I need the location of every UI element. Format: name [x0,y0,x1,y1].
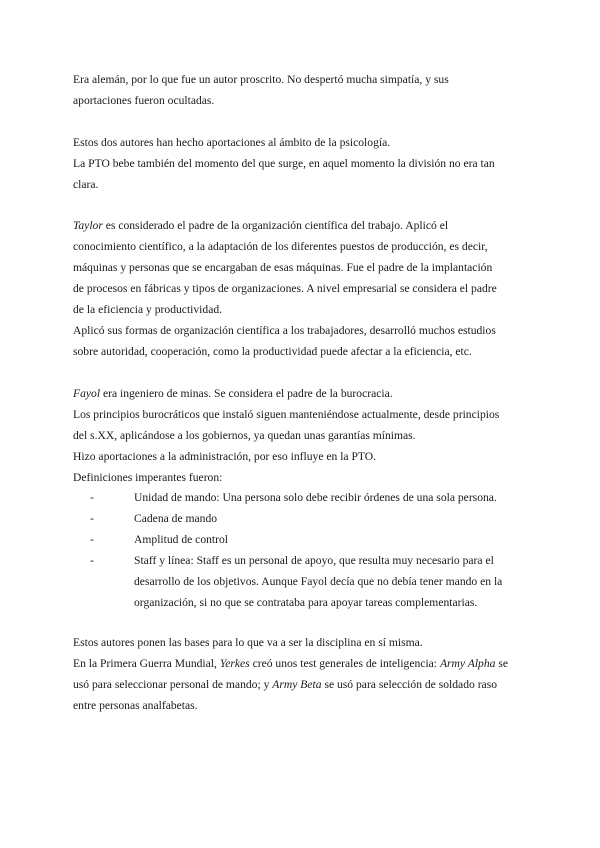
text-line: Los principios burocráticos que instaló siguen manteniéndose actualmente, desde principios [73,408,500,421]
text-line: máquinas y personas que se encargaban de esas máquinas. Fue el padre de la implantación [73,261,493,274]
author-name-fayol: Fayol [73,387,101,400]
text-line: Estos autores ponen las bases para lo que va a ser la disciplina en sí misma. [73,636,423,649]
text-line: Era alemán, por lo que fue un autor proscrito. No despertó mucha simpatía, y sus [73,73,449,86]
paragraph-discipline-bases [73,632,533,716]
text-line: entre personas analfabetas. [73,699,198,712]
text-line: clara. [73,178,99,191]
test-name-army-beta: Army Beta [272,678,322,691]
dash-marker: - [90,491,94,504]
fayol-intro: era ingeniero de minas. Se considera el padre de la burocracia. [100,387,393,400]
text-line: de procesos en fábricas y tipos de organizaciones. A nivel empresarial se considera el padre [73,282,497,295]
definitions-list [73,487,533,613]
test-name-army-alpha: Army Alpha [439,657,496,670]
paragraph-taylor [73,215,533,362]
list-item [73,487,533,508]
author-name-taylor: Taylor [73,219,103,232]
text-line: Hizo aportaciones a la administración, por eso influye en la PTO. [73,450,377,463]
text-fragment: se [495,657,508,670]
text-line: Aplicó sus formas de organización científica a los trabajadores, desarrolló muchos estudios [73,324,496,337]
dash-marker: - [90,512,94,525]
text-line: conocimiento científico, a la adaptación de los diferentes puestos de producción, es decir, [73,240,488,253]
dash-marker: - [90,533,94,546]
paragraph-proscribed-author [73,69,533,111]
author-name-yerkes: Yerkes [219,657,250,670]
text-line: Definiciones imperantes fueron: [73,471,223,484]
text-line [73,383,533,404]
text-line: sobre autoridad, cooperación, como la productividad puede afectar a la eficiencia, etc. [73,345,472,358]
text-line: de la eficiencia y productividad. [73,303,223,316]
text-fragment: En la Primera Guerra Mundial, [73,657,220,670]
dash-marker: - [90,554,94,567]
text-line: desarrollo de los objetivos. Aunque Fayol decía que no debía tener mando en la [134,575,503,588]
taylor-intro: es considerado el padre de la organización científica del trabajo. Aplicó el [102,219,449,232]
text-line [73,674,533,695]
paragraph-authors-psychology [73,132,533,195]
text-line: Unidad de mando: Una persona solo debe recibir órdenes de una sola persona. [134,491,497,504]
text-line: del s.XX, aplicándose a los gobiernos, ya quedan unas garantías mínimas. [73,429,416,442]
text-line: organización, si no que se contrataba para apoyar tareas complementarias. [134,596,478,609]
text-line: aportaciones fueron ocultadas. [73,94,215,107]
paragraph-fayol [73,383,533,488]
text-line: La PTO bebe también del momento del que surge, en aquel momento la división no era tan [73,157,495,170]
text-line: Staff y línea: Staff es un personal de apoyo, que resulta muy necesario para el [134,554,494,567]
list-item [73,550,533,613]
text-fragment: creó unos test generales de inteligencia: [249,657,440,670]
list-item [73,529,533,550]
text-line: Estos dos autores han hecho aportaciones al ámbito de la psicología. [73,136,391,149]
text-line: Amplitud de control [134,533,229,546]
text-line [73,215,533,236]
text-fragment: se usó para selección de soldado raso [321,678,498,691]
list-item [73,508,533,529]
text-line: Cadena de mando [134,512,218,525]
text-line [73,653,533,674]
text-fragment: usó para seleccionar personal de mando; y [73,678,273,691]
